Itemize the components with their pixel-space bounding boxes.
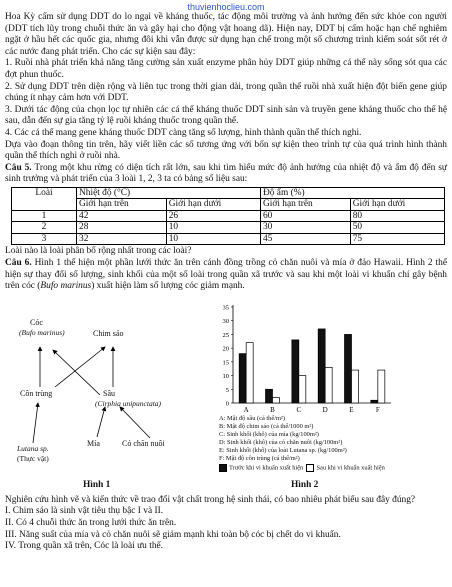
statement-3: III. Năng suất của mía và cỏ chăn nuôi sẽ giảm mạnh khi toàn bộ cóc bị chết do vi khuẩn.	[5, 529, 341, 540]
y-tick-label: 35	[222, 304, 229, 312]
arrow-lutana-contrung	[33, 403, 38, 443]
bar-d-after	[325, 367, 332, 403]
header-species: Loài	[12, 187, 77, 210]
q6-text-italic: Bufo marinus	[40, 281, 92, 292]
legend-swatch-before	[219, 464, 227, 472]
question-5	[5, 163, 447, 186]
bar-a-before	[239, 353, 246, 402]
table-cell: 10	[166, 233, 260, 245]
table-subheader-row	[12, 199, 445, 211]
table-cell: 26	[166, 210, 260, 222]
event-1: 1. Ruồi nhà phát triển khả năng tăng cường sản xuất enzyme phân hủy DDT giúp những cá thể này sống sót qua các đợt phun thuốc.	[5, 58, 447, 80]
sub-temp-upper: Giới hạn trên	[77, 199, 167, 211]
bar-c-before	[292, 340, 299, 403]
node-mia: Mía	[87, 438, 100, 448]
legend-item-f: F: Mật độ côn trùng (cá thể/m²)	[219, 454, 300, 462]
statement-2: II. Có 4 chuỗi thức ăn trong lưới thức ăn trên.	[5, 517, 177, 528]
legend-item-d: D: Sinh khối (khô) của cỏ chăn nuôi (kg/100m²)	[219, 438, 343, 446]
y-tick-label: 30	[222, 317, 229, 325]
table-cell: 3	[12, 233, 77, 245]
table-header-row	[12, 187, 445, 199]
arrow-co-sau	[120, 407, 150, 438]
table-cell: 75	[350, 233, 444, 245]
table-cell: 42	[77, 210, 167, 222]
chart-legend	[219, 415, 385, 472]
bar-f-before	[371, 400, 378, 403]
q5-text: Trong một khu rừng có diện tích rất lớn, sau khi tìm hiểu mức độ ảnh hưởng của nhiệt độ và ẩm độ đến sự sinh trưởng và phát triển của 3 loài 1, 2, 3 ta có bảng số liệu sau:	[5, 162, 448, 185]
node-lutana: Lutana sp.	[17, 443, 49, 453]
node-chimsao: Chim sáo	[93, 328, 124, 338]
sub-hum-lower: Giới hạn dưới	[350, 199, 444, 211]
node-coc: Cóc	[30, 317, 43, 327]
x-tick-label: B	[270, 405, 275, 414]
legend-swatch-after	[306, 464, 314, 472]
y-tick-label: 20	[222, 345, 229, 353]
node-co: Cỏ chăn nuôi	[122, 438, 165, 448]
species-table	[11, 187, 445, 246]
event-2: 2. Sử dụng DDT trên diện rộng và liên tục trong thời gian dài, trong quần thể ruồi nhà xuất hiện đột biến gene giúp chúng ít nhạy cảm hơn với DDT.	[5, 81, 447, 104]
sub-temp-lower: Giới hạn dưới	[166, 199, 260, 211]
table-cell: 60	[260, 210, 350, 222]
x-tick-label: E	[349, 405, 354, 414]
q6-text-a: Hình 1 thể hiện một phần lưới thức ăn trên cánh đồng trồng cỏ chăn nuôi và mía ở đảo Hawaii. Hình 2 thể hiện sự thay đổi số lượng, sinh khối của một số loài trong quần xã trước và sau khi một loài vi khuẩn chí gây bệnh trên cóc (	[5, 258, 448, 292]
table-row	[12, 233, 445, 245]
table-cell: 1	[12, 210, 77, 222]
table-cell: 32	[77, 233, 167, 245]
figure-1-caption: Hình 1	[83, 479, 111, 490]
table-cell: 45	[260, 233, 350, 245]
legend-after: Sau khi vi khuẩn xuất hiện	[316, 464, 385, 472]
table-row	[12, 210, 445, 222]
bar-a-after	[246, 342, 253, 402]
header-humidity: Độ ẩm (%)	[260, 187, 444, 199]
y-tick-label: 25	[222, 331, 229, 339]
document-page	[5, 12, 447, 553]
bar-e-before	[345, 334, 352, 403]
node-sau-sci: (Cirphia unipunctata)	[95, 398, 162, 408]
table-cell: 50	[350, 222, 444, 234]
table-cell: 28	[77, 222, 167, 234]
node-sau: Sâu	[103, 388, 115, 398]
bar-chart-svg	[211, 295, 447, 415]
legend-item-a: A: Mật độ sâu (cá thể/m²)	[219, 414, 285, 422]
legend-item-c: C: Sinh khối (khô) của mía (kg/100m²)	[219, 430, 319, 438]
arrow-mia-sau	[97, 407, 105, 437]
event-3: 3. Dưới tác động của chọn lọc tự nhiên các cá thể kháng thuốc DDT sinh sản và truyền gene kháng thuốc cho thế hệ sau, dẫn đến sự gia tăng tỷ lệ ruồi kháng thuốc trong quần thể.	[5, 104, 447, 127]
event-4: 4. Các cá thể mang gene kháng thuốc DDT càng tăng số lượng, hình thành quần thể thích nghi.	[5, 127, 362, 138]
y-tick-label: 10	[222, 372, 229, 380]
figure-2-chart	[211, 295, 447, 495]
bar-b-before	[266, 389, 273, 403]
table-row	[12, 222, 445, 234]
node-lutana-note: (Thực vật)	[17, 453, 49, 463]
bar-b-after	[273, 397, 280, 402]
x-tick-label: A	[243, 405, 249, 414]
watermark: thuvienhoclieu.com	[187, 2, 265, 12]
node-coc-sci: (Bufo marinus)	[19, 327, 65, 337]
statement-1: I. Chim sáo là sinh vật tiêu thụ bậc I và II.	[5, 506, 164, 517]
bar-d-before	[318, 329, 325, 403]
figure-2-caption: Hình 2	[291, 479, 319, 490]
x-tick-label: C	[296, 405, 302, 414]
legend-series	[219, 464, 385, 472]
q6-text-b: ) xuất hiện làm số lượng cóc giảm mạnh.	[91, 281, 245, 292]
y-tick-label: 15	[222, 359, 229, 367]
y-tick-label: 5	[225, 386, 229, 394]
figures	[5, 295, 447, 495]
node-contrung: Côn trùng	[20, 388, 53, 398]
header-temperature: Nhiệt độ (°C)	[77, 187, 261, 199]
legend-item-b: B: Mật độ chim sáo (cá thể/1000 m²)	[219, 422, 314, 430]
bar-e-after	[352, 370, 359, 403]
figure-1-food-web	[5, 295, 215, 495]
x-tick-label: D	[322, 405, 328, 414]
q5-question: Loài nào là loài phân bố rộng nhất trong các loài?	[5, 246, 192, 257]
legend-item-e: E: Sinh khối (khô) của loài Lutana sp. (kg/100m²)	[219, 446, 347, 454]
table-cell: 10	[166, 222, 260, 234]
table-cell: 2	[12, 222, 77, 234]
q6-question: Nghiên cứu hình vẽ và kiến thức về trao đổi vật chất trong hệ sinh thái, có bao nhiêu phát biểu sau đây đúng?	[5, 494, 416, 505]
intro-paragraph: Hoa Kỳ cấm sử dụng DDT do lo ngại về kháng thuốc, tác động môi trường và ảnh hưởng đến sức khỏe con người (DDT tích lũy trong chuỗi thức ăn và gây hại cho động vật hoang dã). Hiện nay, DDT bị cấm hoặc hạn chế nghiêm ngặt ở hầu hết các quốc gia, nhưng đôi khi vẫn được sử dụng hạn chế trong một số chương trình kiểm soát sốt rét ở các nước đang phát triển. Cho các sự kiện sau đây:	[5, 12, 447, 57]
bar-f-after	[378, 370, 385, 403]
legend-before: Trước khi vi khuẩn xuất hiện	[229, 464, 304, 472]
statement-4: IV. Trong quần xã trên, Cóc là loài ưu thế.	[5, 541, 164, 552]
q6-label: Câu 6.	[5, 258, 32, 268]
x-tick-label: F	[375, 405, 380, 414]
table-cell: 80	[350, 210, 444, 222]
arrow-contrung-chimsao	[55, 347, 105, 387]
intro-question: Dựa vào đoạn thông tin trên, hãy viết liền các số tương ứng với bốn sự kiện theo trình tự của quá trình hình thành quần thể thích nghi ở ruồi nhà.	[5, 139, 447, 162]
q5-label: Câu 5.	[5, 162, 32, 173]
y-tick-label: 0	[225, 400, 229, 408]
question-6	[5, 258, 447, 293]
table-cell: 30	[260, 222, 350, 234]
bar-c-after	[299, 375, 306, 402]
sub-hum-upper: Giới hạn trên	[260, 199, 350, 211]
